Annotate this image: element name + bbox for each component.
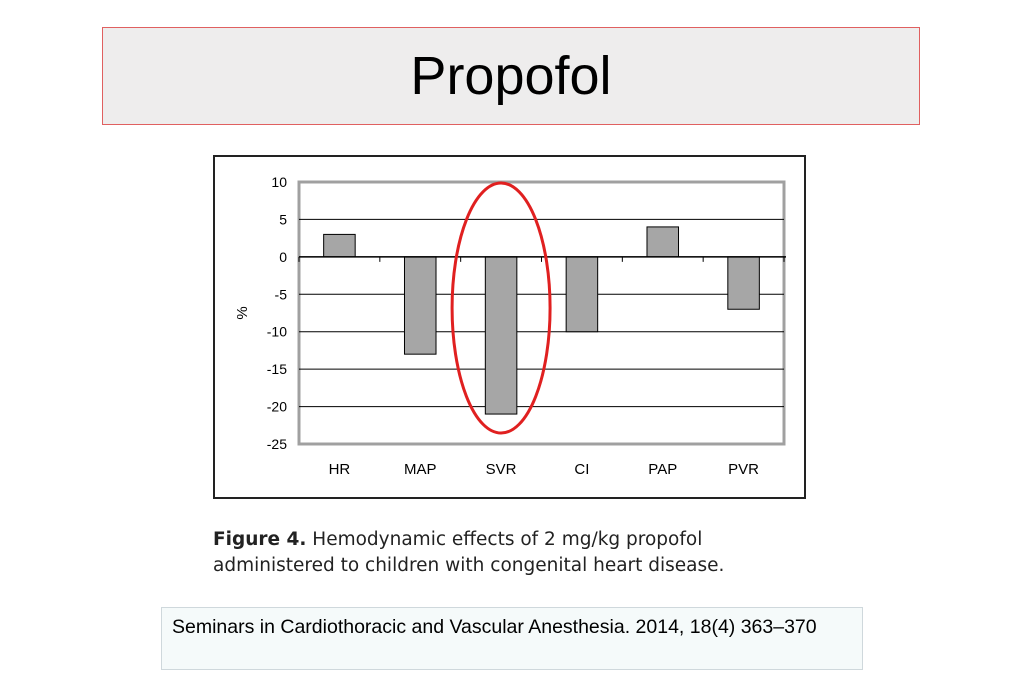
citation-text: Seminars in Cardiothoracic and Vascular Anesthesia. 2014, 18(4) 363–370 [172,616,817,638]
y-tick-label: -10 [266,323,287,340]
y-tick-label: -25 [266,436,287,452]
slide-title: Propofol [410,46,612,106]
y-tick-label: -15 [266,361,287,378]
plot-frame [299,182,784,444]
x-tick-label: SVR [485,461,517,478]
figure-caption [213,527,773,579]
bar-chart [215,157,804,497]
x-tick-label: MAP [403,461,437,478]
caption-text: Hemodynamic effects of 2 mg/kg propofol administered to children with congenital heart disease. [213,529,725,576]
x-tick-label: PAP [648,461,678,478]
caption-label: Figure 4. [213,529,307,550]
y-tick-label: 10 [271,174,287,190]
bar-hr [324,234,356,256]
bar-svr [485,257,517,414]
x-tick-label: CI [574,461,590,478]
x-tick-label: HR [328,461,351,478]
y-tick-label: 0 [279,248,287,265]
bar-pvr [728,257,760,309]
citation-box [161,607,863,670]
y-tick-label: -5 [274,286,287,303]
title-box [102,27,920,125]
figure-frame [213,155,806,499]
y-tick-label: -20 [266,398,287,415]
bar-map [404,257,436,354]
y-tick-label: 5 [279,211,287,228]
bar-ci [566,257,598,332]
bar-pap [647,227,679,257]
gridlines [299,182,784,444]
y-axis-label: % [234,306,251,320]
x-tick-label: PVR [728,461,760,478]
